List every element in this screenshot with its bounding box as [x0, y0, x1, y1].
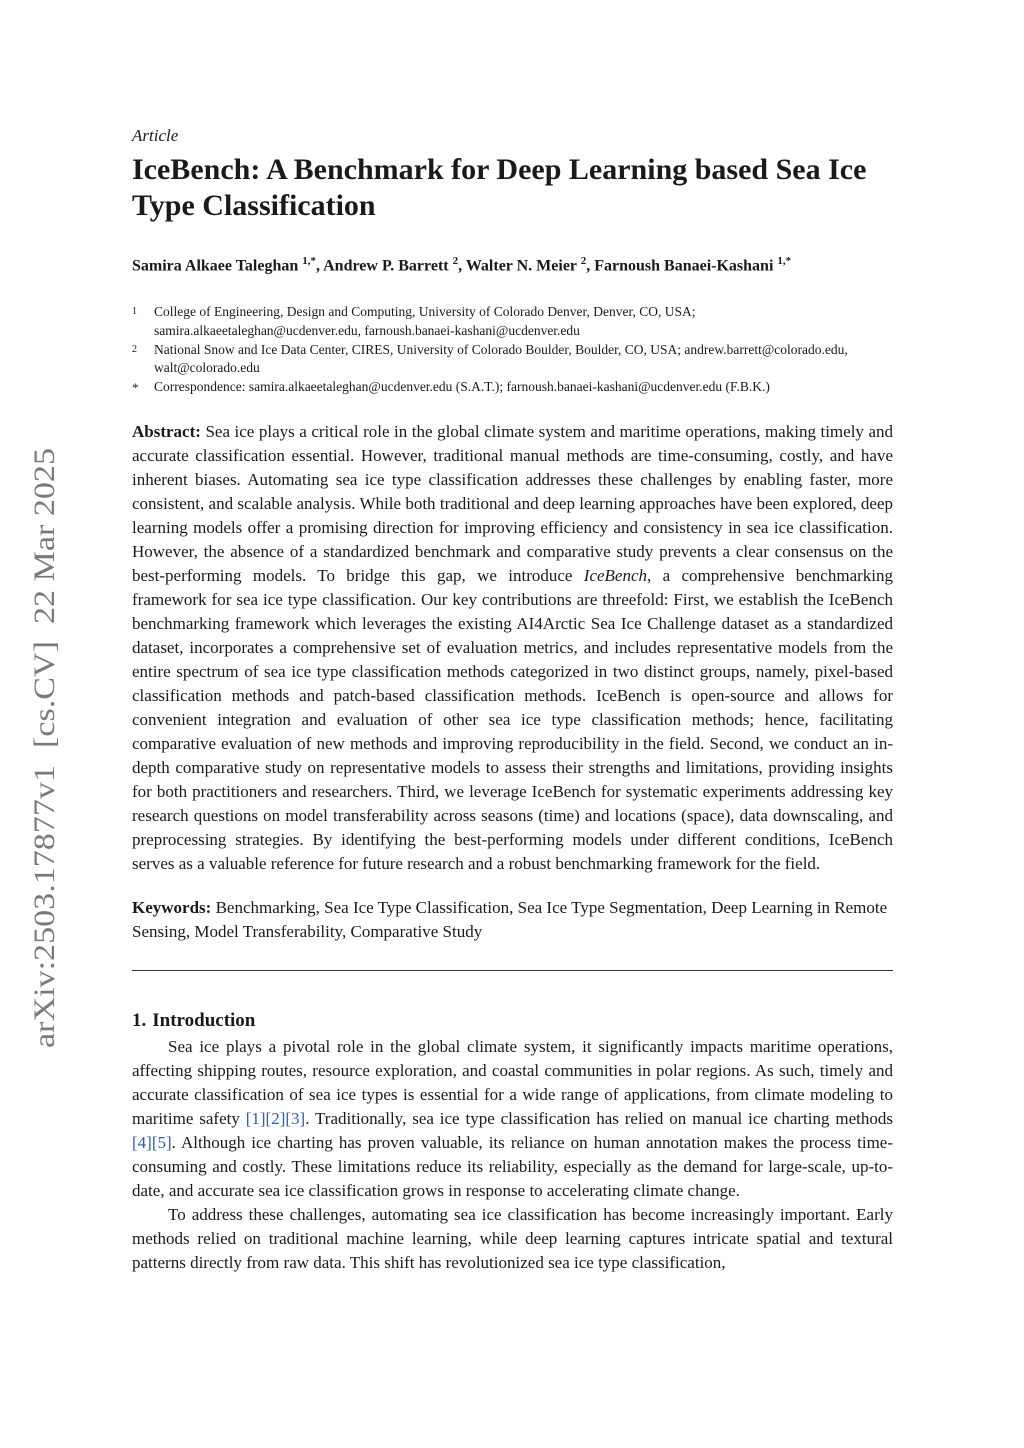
- citation-link-4[interactable]: [4]: [132, 1133, 152, 1153]
- author-name: Farnoush Banaei-Kashani: [594, 257, 774, 275]
- abstract-text: Sea ice plays a critical role in the global climate system and maritime operations, making timely and accurate classification essential. However, traditional manual methods are time-consuming, costly, and have inherent biases. Automating sea ice type classification addresses these challenges by enabling faster, more consistent, and scalable analysis. While both traditional and deep learning approaches have been explored, deep learning models offer a promising direction for improving efficiency and consistency in sea ice classification. However, the absence of a standardized benchmark and comparative study prevents a clear consensus on the best-performing models. To bridge this gap, we introduce: [132, 422, 893, 586]
- author-affiliation-mark: 2: [580, 255, 587, 267]
- author-affiliation-mark: 2: [452, 255, 459, 267]
- affiliation-item: [132, 303, 893, 340]
- author-affiliation-mark: 1,*: [777, 255, 792, 267]
- correspondence-mark: *: [132, 379, 139, 395]
- paragraph-text: Sea ice plays a pivotal role in the global climate system, it significantly impacts maritime operations, affecting shipping routes, resource exploration, and coastal communities in polar regions. As such, timely and accurate classification of sea ice types is essential for a wide range of applications, from climate modeling to maritime safety: [132, 1037, 893, 1129]
- author-separator: ,: [586, 257, 595, 275]
- affiliation-list: [132, 303, 893, 396]
- author-separator: ,: [458, 257, 466, 275]
- affiliation-mark: 2: [132, 343, 137, 355]
- arxiv-identifier-text: arXiv:2503.17877v1 [cs.CV] 22 Mar 2025: [28, 519, 61, 1048]
- author-list: [132, 250, 893, 277]
- arxiv-identifier-stamp: [10, 444, 82, 1052]
- abstract-text-continued: , a comprehensive benchmarking framework for sea ice type classification. Our key contributions are threefold: First, we establish the IceBench benchmarking framework which leverages the existing AI4Arctic Sea Ice Challenge dataset as a standardized dataset, incorporates a comprehensive set of evaluation metrics, and includes representative models from the entire spectrum of sea ice type classification methods categorized in two distinct groups, namely, pixel-based classification methods and patch-based classification methods. IceBench is open-source and allows for convenient integration and evaluation of other sea ice type classification methods; hence, facilitating comparative evaluation of new methods and improving reproducibility in the field. Second, we conduct an in-depth comparative study on representative models to assess their strengths and limitations, providing insights for both practitioners and researchers. Third, we leverage IceBench for systematic experiments addressing key research questions on model transferability across seasons (time) and locations (space), data downscaling, and preprocessing strategies. By identifying the best-performing models under different conditions, IceBench serves as a valuable reference for future research and a robust benchmarking framework for the field.: [132, 566, 893, 874]
- affiliation-text: National Snow and Ice Data Center, CIRES, University of Colorado Boulder, Boulder, CO, USA; andrew.barrett@colorado.edu, walt@colorado.edu: [154, 341, 848, 376]
- intro-paragraph-2: To address these challenges, automating sea ice classification has become increasingly important. Early methods relied on traditional machine learning, while deep learning captures intricate spatial and textural patterns directly from raw data. This shift has revolutionized sea ice type classification,: [132, 1205, 893, 1273]
- author-name: Samira Alkaee Taleghan: [132, 257, 299, 275]
- paragraph-text: . Although ice charting has proven valuable, its reliance on human annotation makes the process time-consuming and costly. These limitations reduce its reliability, especially as the demand for large-scale, up-to-date, and accurate sea ice classification grows in response to accelerating climate change.: [132, 1133, 893, 1201]
- author-affiliation-mark: 1,*: [302, 255, 316, 267]
- citation-link-5[interactable]: [5]: [151, 1133, 172, 1153]
- section-heading-introduction: [132, 1009, 893, 1033]
- author-name: Walter N. Meier: [465, 257, 577, 275]
- section-divider: [132, 970, 893, 971]
- affiliation-item: [132, 341, 893, 378]
- paper-title: IceBench: A Benchmark for Deep Learning based Sea Ice Type Classification: [132, 153, 867, 222]
- affiliation-text: College of Engineering, Design and Computing, University of Colorado Denver, Denver, CO, USA; samira.alkaeetaleghan@ucdenver.edu, farnoush.banaei-kashani@ucdenver.edu: [154, 304, 696, 338]
- intro-paragraph-1: [132, 1035, 893, 1203]
- keywords: [132, 896, 893, 944]
- abstract-emphasis: IceBench: [583, 566, 648, 586]
- abstract: [132, 420, 893, 876]
- citation-link-3[interactable]: [3]: [285, 1109, 306, 1129]
- paper-page: [132, 124, 893, 1275]
- keywords-text: Benchmarking, Sea Ice Type Classification, Sea Ice Type Segmentation, Deep Learning in Remote Sensing, Model Transferability, Comparative Study: [132, 898, 888, 942]
- abstract-label: Abstract:: [132, 422, 201, 442]
- correspondence-item: [132, 378, 893, 397]
- author-name: Andrew P. Barrett: [323, 257, 449, 275]
- section-title: Introduction: [152, 1010, 256, 1032]
- citation-link-2[interactable]: [2]: [265, 1109, 286, 1129]
- correspondence-text: Correspondence: samira.alkaeetaleghan@ucdenver.edu (S.A.T.); farnoush.banaei-kashani@ucdenver.edu (F.B.K.): [154, 378, 770, 394]
- paragraph-text: . Traditionally, sea ice type classification has relied on manual ice charting methods: [305, 1109, 893, 1129]
- article-type-label: Article: [132, 126, 179, 145]
- affiliation-mark: 1: [132, 306, 137, 318]
- keywords-label: Keywords:: [132, 898, 212, 918]
- author-separator: ,: [316, 257, 324, 275]
- section-number: 1.: [132, 1010, 147, 1032]
- citation-link-1[interactable]: [1]: [245, 1109, 266, 1129]
